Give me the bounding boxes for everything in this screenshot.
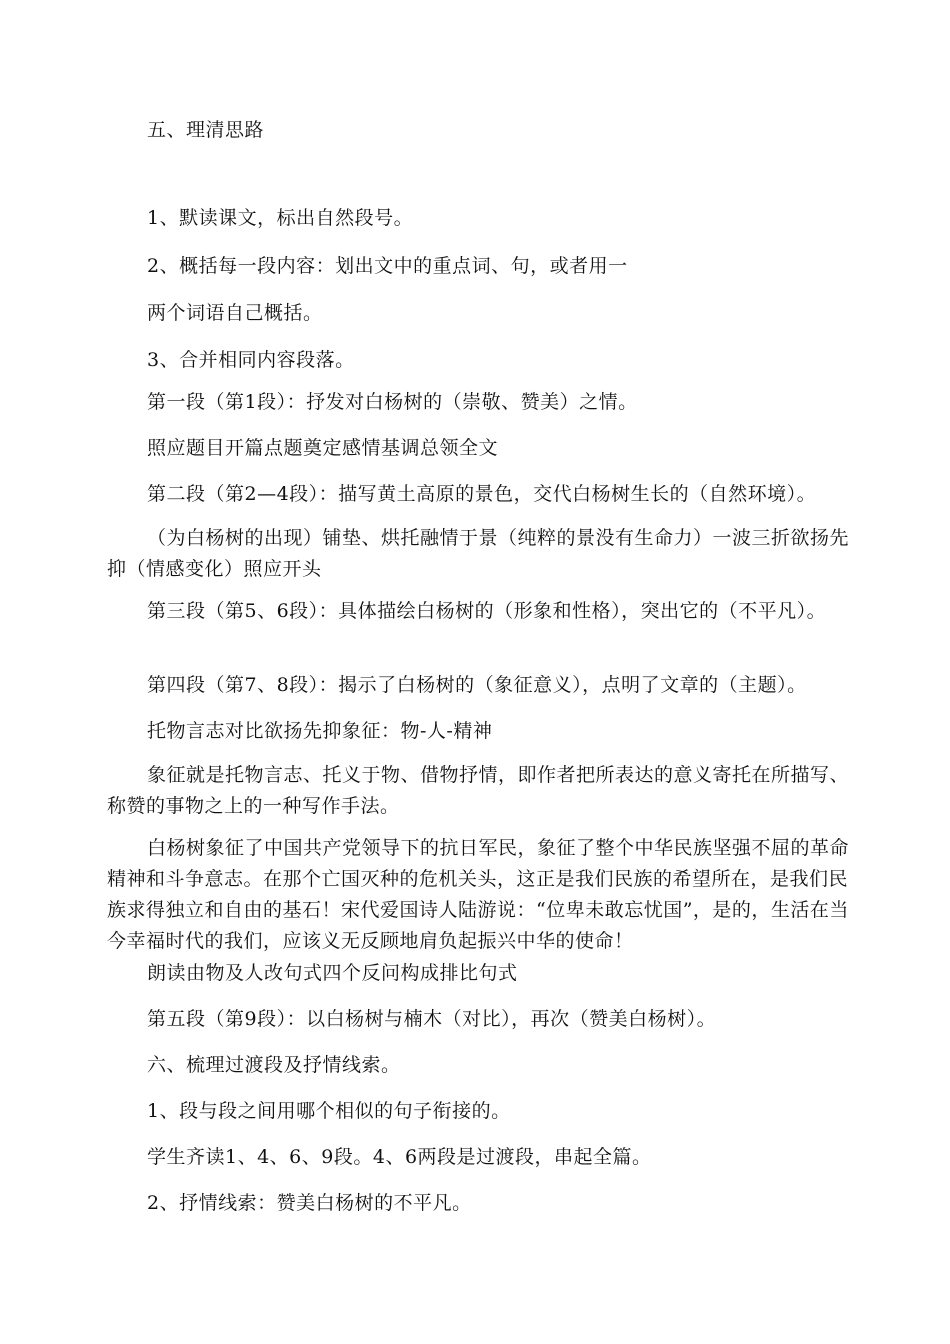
paragraph: 照应题目开篇点题奠定感情基调总领全文 (147, 437, 499, 459)
paragraph: 第二段（第2—4段）：描写黄土高原的景色，交代白杨树生长的（自然环境）。 (147, 483, 817, 505)
paragraph: 2、概括每一段内容：划出文中的重点词、句，或者用一 (147, 255, 628, 277)
paragraph: 象征就是托物言志、托义于物、借物抒情，即作者把所表达的意义寄托在所描写、称赞的事物之上的一种写作手法。 (107, 764, 850, 817)
paragraph: 3、合并相同内容段落。 (147, 349, 355, 371)
paragraph: 两个词语自己概括。 (147, 302, 323, 324)
paragraph: 1、段与段之间用哪个相似的句子衔接的。 (147, 1100, 511, 1122)
paragraph: 托物言志对比欲扬先抑象征：物-人-精神 (147, 720, 493, 742)
section-heading-5: 五、理清思路 (147, 119, 265, 141)
paragraph: 学生齐读1、4、6、9段。4、6两段是过渡段，串起全篇。 (147, 1146, 652, 1168)
paragraph: 第三段（第5、6段）：具体描绘白杨树的（形象和性格），突出它的（不平凡）。 (147, 600, 827, 622)
paragraph: 2、抒情线索：赞美白杨树的不平凡。 (147, 1192, 472, 1214)
section-heading-6: 六、梳理过渡段及抒情线索。 (147, 1054, 401, 1076)
paragraph: 第四段（第7、8段）：揭示了白杨树的（象征意义），点明了文章的（主题）。 (147, 674, 807, 696)
paragraph: 第一段（第1段）：抒发对白杨树的（崇敬、赞美）之情。 (147, 391, 638, 413)
paragraph: 第五段（第9段）：以白杨树与楠木（对比），再次（赞美白杨树）。 (147, 1008, 717, 1030)
paragraph: 朗读由物及人改句式四个反问构成排比句式 (147, 962, 518, 984)
paragraph: （为白杨树的出现）铺垫、烘托融情于景（纯粹的景没有生命力）一波三折欲扬先抑（情感变化）照应开头 (107, 527, 850, 580)
paragraph: 1、默读课文，标出自然段号。 (147, 207, 414, 229)
paragraph: 白杨树象征了中国共产党领导下的抗日军民，象征了整个中华民族坚强不屈的革命精神和斗争意志。在那个亡国灭种的危机关头，这正是我们民族的希望所在，是我们民族求得独立和自由的基石！宋代爱国诗人陆游说：“位卑未敢忘忧国”，是的，生活在当今幸福时代的我们，应该义无反顾地肩负起振兴中华的使命！ (107, 837, 850, 952)
